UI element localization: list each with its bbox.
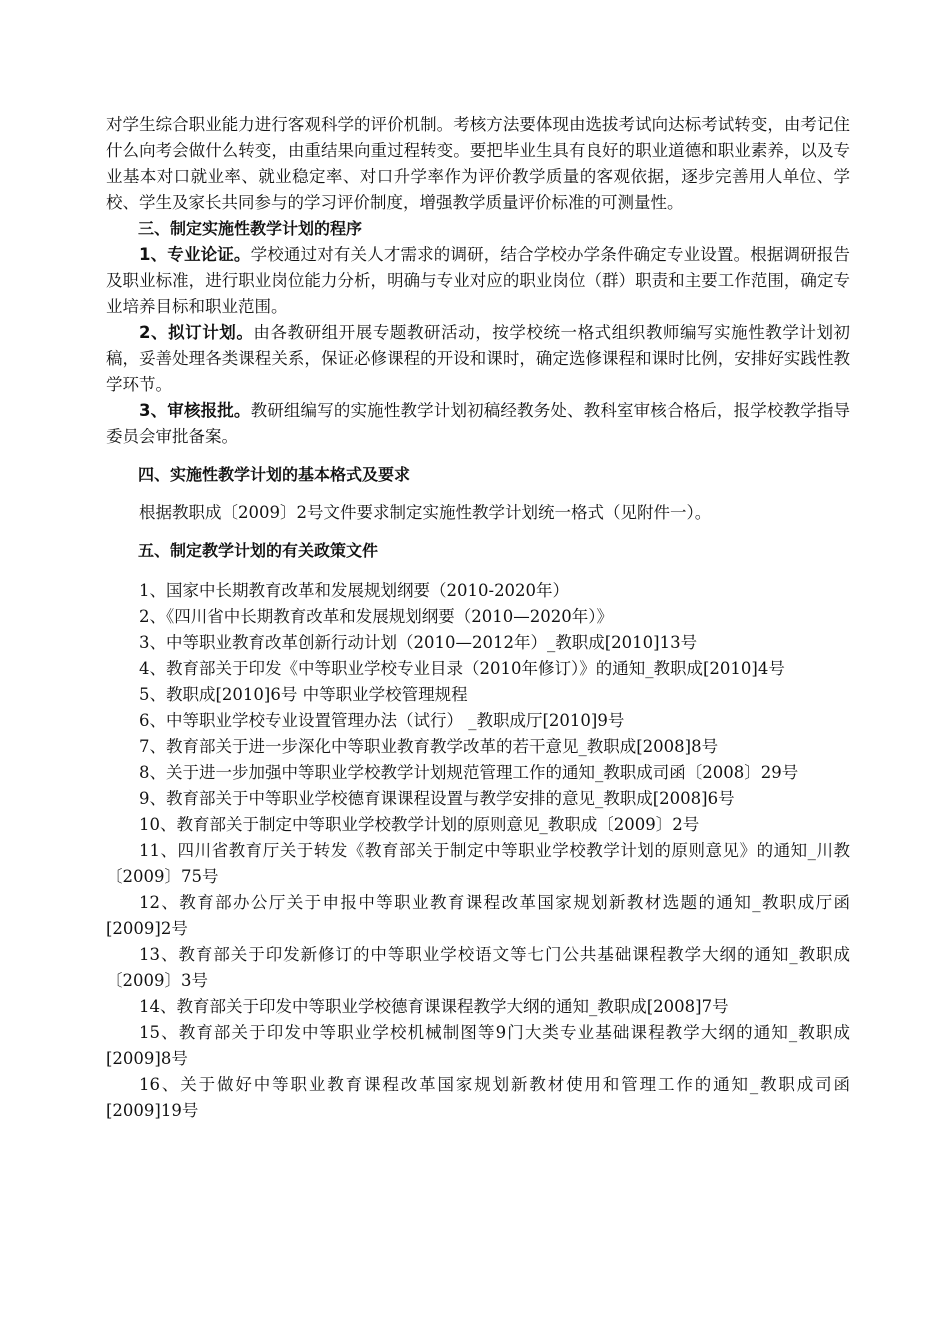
list-item: 15、教育部关于印发中等职业学校机械制图等9门大类专业基础课程教学大纲的通知_教职成[2009]8号 <box>106 1023 850 1068</box>
list-item: 9、教育部关于中等职业学校德育课课程设置与教学安排的意见_教职成[2008]6号 <box>139 789 735 808</box>
list-item: 7、教育部关于进一步深化中等职业教育教学改革的若干意见_教职成[2008]8号 <box>139 737 719 756</box>
section-5-heading: 五、制定教学计划的有关政策文件 <box>138 541 379 560</box>
list-item: 2、《四川省中长期教育改革和发展规划纲要（2010—2020年）》 <box>139 607 613 626</box>
section-3-heading: 三、制定实施性教学计划的程序 <box>138 219 363 238</box>
list-item: 4、教育部关于印发《中等职业学校专业目录（2010年修订）》的通知_教职成[2010]4号 <box>139 659 785 678</box>
list-item: 14、教育部关于印发中等职业学校德育课课程教学大纲的通知_教职成[2008]7号 <box>139 997 729 1016</box>
list-item: 1、国家中长期教育改革和发展规划纲要（2010-2020年） <box>139 581 570 600</box>
list-item: 6、中等职业学校专业设置管理办法（试行） _教职成厅[2010]9号 <box>139 711 625 730</box>
item-lead: 3、审核报批。 <box>139 401 251 420</box>
list-item: 3、中等职业教育改革创新行动计划（2010—2012年）_教职成[2010]13号 <box>139 633 698 652</box>
list-item: 8、关于进一步加强中等职业学校教学计划规范管理工作的通知_教职成司函〔2008〕29号 <box>139 763 799 782</box>
list-item: 5、教职成[2010]6号 中等职业学校管理规程 <box>139 685 468 704</box>
item-text: 由各教研组开展专题教研活动，按学校统一格式组织教师编写实施性教学计划初稿，妥善处理各类课程关系，保证必修课程的开设和课时，确定选修课程和课时比例，安排好实践性教学环节。 <box>106 323 851 394</box>
policy-document-list <box>106 578 850 1124</box>
section-4-heading: 四、实施性教学计划的基本格式及要求 <box>138 465 411 484</box>
document-page <box>106 112 850 1124</box>
list-item: 16、关于做好中等职业教育课程改革国家规划新教材使用和管理工作的通知_教职成司函[2009]19号 <box>106 1075 850 1120</box>
list-item: 12、教育部办公厅关于申报中等职业教育课程改革国家规划新教材选题的通知_教职成厅函[2009]2号 <box>106 893 850 938</box>
section-3-item-3 <box>106 398 850 450</box>
list-item: 11、四川省教育厅关于转发《教育部关于制定中等职业学校教学计划的原则意见》的通知_川教〔2009〕75号 <box>106 841 850 886</box>
intro-paragraph: 对学生综合职业能力进行客观科学的评价机制。考核方法要体现由选拔考试向达标考试转变，由考记住什么向考会做什么转变，由重结果向重过程转变。要把毕业生具有良好的职业道德和职业素养，以及专业基本对口就业率、就业稳定率、对口升学率作为评价教学质量的客观依据，逐步完善用人单位、学校、学生及家长共同参与的学习评价制度，增强教学质量评价标准的可测量性。 <box>106 115 850 212</box>
item-text: 教研组编写的实施性教学计划初稿经教务处、教科室审核合格后，报学校教学指导委员会审批备案。 <box>106 401 851 446</box>
section-4-text: 根据教职成〔2009〕2号文件要求制定实施性教学计划统一格式（见附件一）。 <box>139 503 712 522</box>
item-lead: 1、专业论证。 <box>139 245 251 264</box>
list-item: 10、教育部关于制定中等职业学校教学计划的原则意见_教职成〔2009〕2号 <box>139 815 700 834</box>
item-lead: 2、拟订计划。 <box>139 323 254 342</box>
list-item: 13、教育部关于印发新修订的中等职业学校语文等七门公共基础课程教学大纲的通知_教职成〔2009〕3号 <box>106 945 850 990</box>
section-3-item-1 <box>106 242 850 320</box>
section-3-item-2 <box>106 320 850 398</box>
item-text: 学校通过对有关人才需求的调研，结合学校办学条件确定专业设置。根据调研报告及职业标准，进行职业岗位能力分析，明确与专业对应的职业岗位（群）职责和主要工作范围，确定专业培养目标和职业范围。 <box>106 245 851 316</box>
